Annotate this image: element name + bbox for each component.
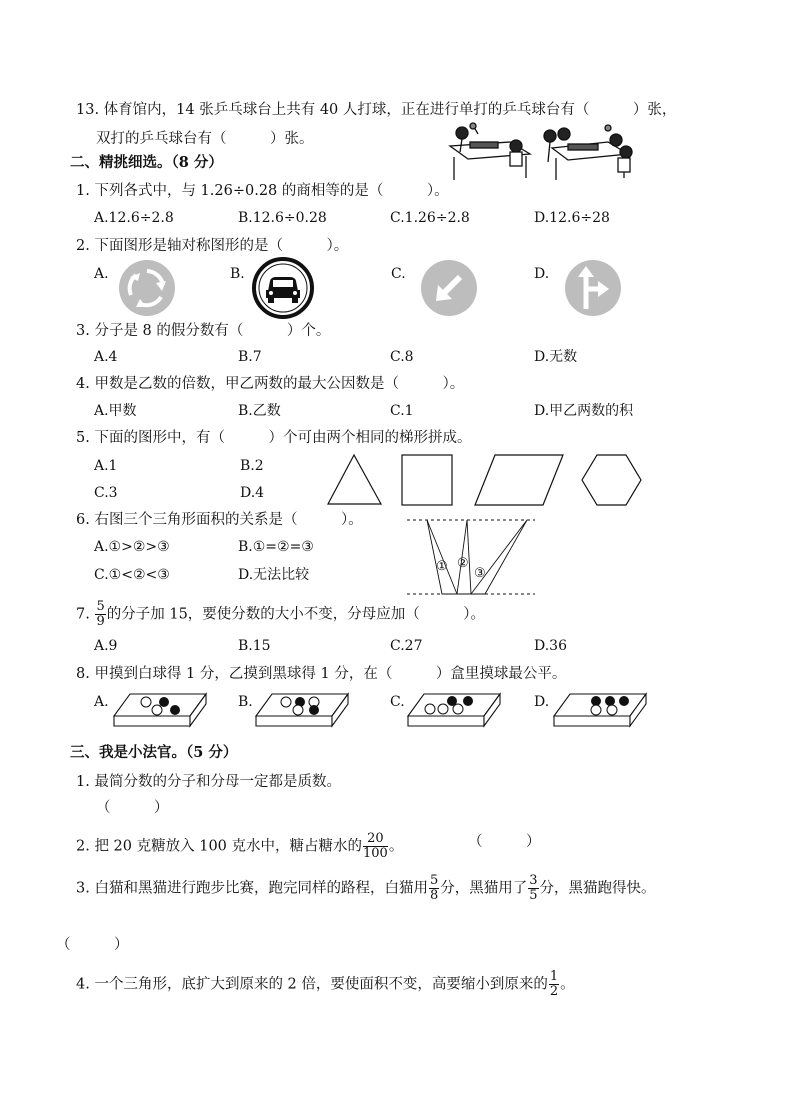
fraction-numerator: 5 [96,599,105,614]
s3-q2-answer-paren[interactable]: （ ） [468,834,541,850]
section2-title: 二、精挑细选。（8 分） [70,154,223,171]
s3-q2-fraction [363,832,388,861]
s2-q3-option-c: C.8 [390,349,414,365]
fraction-numerator: 1 [549,969,559,984]
q5-shapes [325,452,645,508]
s3-q3-stem [76,874,656,903]
s2-q5-option-d: D.4 [240,485,265,501]
s2-q6-option-c: C.①<②<③ [94,567,170,583]
s2-q5-stem: 5. 下面的图形中，有（ ）个可由两个相同的梯形拼成。 [76,430,472,446]
s2-q7-text: 的分子加 15，要使分数的大小不变，分母应加（ ）。 [106,606,486,623]
ball-box-c [406,692,502,730]
s2-q4-stem: 4. 甲数是乙数的倍数，甲乙两数的最大公因数是（ ）。 [76,376,465,392]
s2-q1-option-b: B.12.6÷0.28 [238,210,327,226]
car-sign-icon [252,257,314,319]
s2-q4-option-d: D.甲乙两数的积 [534,403,634,419]
ball-box-b [254,692,350,730]
triangle-label-3: ③ [474,566,486,581]
fraction-denominator: 8 [429,888,439,903]
s2-q8-option-b: B. [238,694,253,710]
s2-q1-option-d: D.12.6÷28 [534,210,610,226]
ping-pong-illustration [440,122,640,184]
section3-title: 三、我是小法官。（5 分） [70,744,238,761]
q13-line1: 13. 体育馆内，14 张乒乓球台上共有 40 人打球，正在进行单打的乒乓球台有（ ）张， [76,102,677,118]
square-shape [402,455,452,505]
diagonal-arrow-sign-icon [420,259,478,317]
s3-q4-stem [76,970,575,999]
ball-box-a [112,692,208,730]
s2-q7-option-a: A.9 [94,638,118,654]
s2-q4-option-c: C.1 [390,403,414,419]
s2-q6-option-d: D.无法比较 [238,567,310,583]
s2-q3-option-b: B.7 [238,349,262,365]
s2-q8-option-a: A. [94,694,109,710]
q6-triangles-figure [405,515,540,600]
s3-q3-text-c: 分，黑猫跑得快。 [539,880,656,897]
s2-q8-stem: 8. 甲摸到白球得 1 分，乙摸到黑球得 1 分，在（ ）盒里摸球最公平。 [76,666,567,682]
fraction-numerator: 5 [429,873,439,888]
s3-q2-text-b: 。 [388,838,404,855]
s2-q5-option-c: C.3 [94,485,118,501]
s3-q1-answer-paren[interactable]: （ ） [96,800,169,816]
s3-q3-fraction-1 [429,874,439,903]
s2-q7-stem [76,600,485,629]
s3-q3-fraction-2 [528,874,538,903]
s2-q7-option-c: C.27 [390,638,423,654]
s2-q7-fraction [95,600,105,629]
s3-q4-text-a: 4. 一个三角形，底扩大到原来的 2 倍，要使面积不变，高要缩小到原来的 [76,976,548,993]
s2-q1-stem: 1. 下列各式中，与 1.26÷0.28 的商相等的是（ ）。 [76,183,449,199]
s2-q1-option-c: C.1.26÷2.8 [390,210,470,226]
s2-q2-option-d: D. [534,266,550,282]
fraction-denominator: 9 [96,614,105,629]
s3-q2-stem [76,832,403,861]
fraction-numerator: 3 [529,873,538,888]
s2-q6-option-b: B.①=②=③ [238,539,314,555]
s3-q4-fraction [549,970,559,999]
s2-q7-option-b: B.15 [238,638,271,654]
triangle-shape [328,455,381,504]
s3-q3-text-b: 分，黑猫用了 [440,880,528,897]
parallelogram-shape [475,455,563,505]
s2-q4-option-b: B.乙数 [238,403,281,419]
s2-q7-prefix: 7. [76,606,90,623]
s2-q2-stem: 2. 下面图形是轴对称图形的是（ ）。 [76,238,349,254]
fraction-numerator: 20 [363,832,388,847]
fraction-denominator: 2 [549,984,559,999]
s3-q2-text-a: 2. 把 20 克糖放入 100 克水中，糖占糖水的 [76,838,363,855]
s2-q2-option-b: B. [230,266,245,282]
hexagon-shape [582,455,641,505]
fraction-denominator: 100 [363,846,388,861]
s2-q8-option-c: C. [390,694,405,710]
s2-q6-stem: 6. 右图三个三角形面积的关系是（ ）。 [76,512,363,528]
s3-q4-text-b: 。 [560,976,575,993]
s2-q2-option-a: A. [94,266,109,282]
s2-q3-option-d: D.无数 [534,349,578,365]
s2-q5-option-a: A.1 [94,458,118,474]
triangle-label-1: ① [436,559,448,574]
ball-box-d [552,692,648,730]
recycle-arrows-icon [118,259,176,317]
s2-q5-option-b: B.2 [240,458,264,474]
triangle-label-2: ② [457,556,469,571]
s2-q1-option-a: A.12.6÷2.8 [94,210,174,226]
s2-q2-option-c: C. [391,266,406,282]
s2-q4-option-a: A.甲数 [94,403,137,419]
s2-q6-option-a: A.①>②>③ [94,539,170,555]
q13-line2: 双打的乒乓球台有（ ）张。 [96,131,314,147]
s2-q7-option-d: D.36 [534,638,567,654]
fraction-denominator: 5 [529,888,538,903]
s3-q1-stem: 1. 最简分数的分子和分母一定都是质数。 [76,774,341,790]
s3-q3-text-a: 3. 白猫和黑猫进行跑步比赛，跑完同样的路程，白猫用 [76,880,428,897]
s2-q3-stem: 3. 分子是 8 的假分数有（ ）个。 [76,323,331,339]
s2-q3-option-a: A.4 [94,349,118,365]
s2-q8-option-d: D. [534,694,550,710]
s3-q3-answer-paren[interactable]: （ ） [56,937,129,953]
straight-or-right-turn-sign-icon [564,259,622,317]
